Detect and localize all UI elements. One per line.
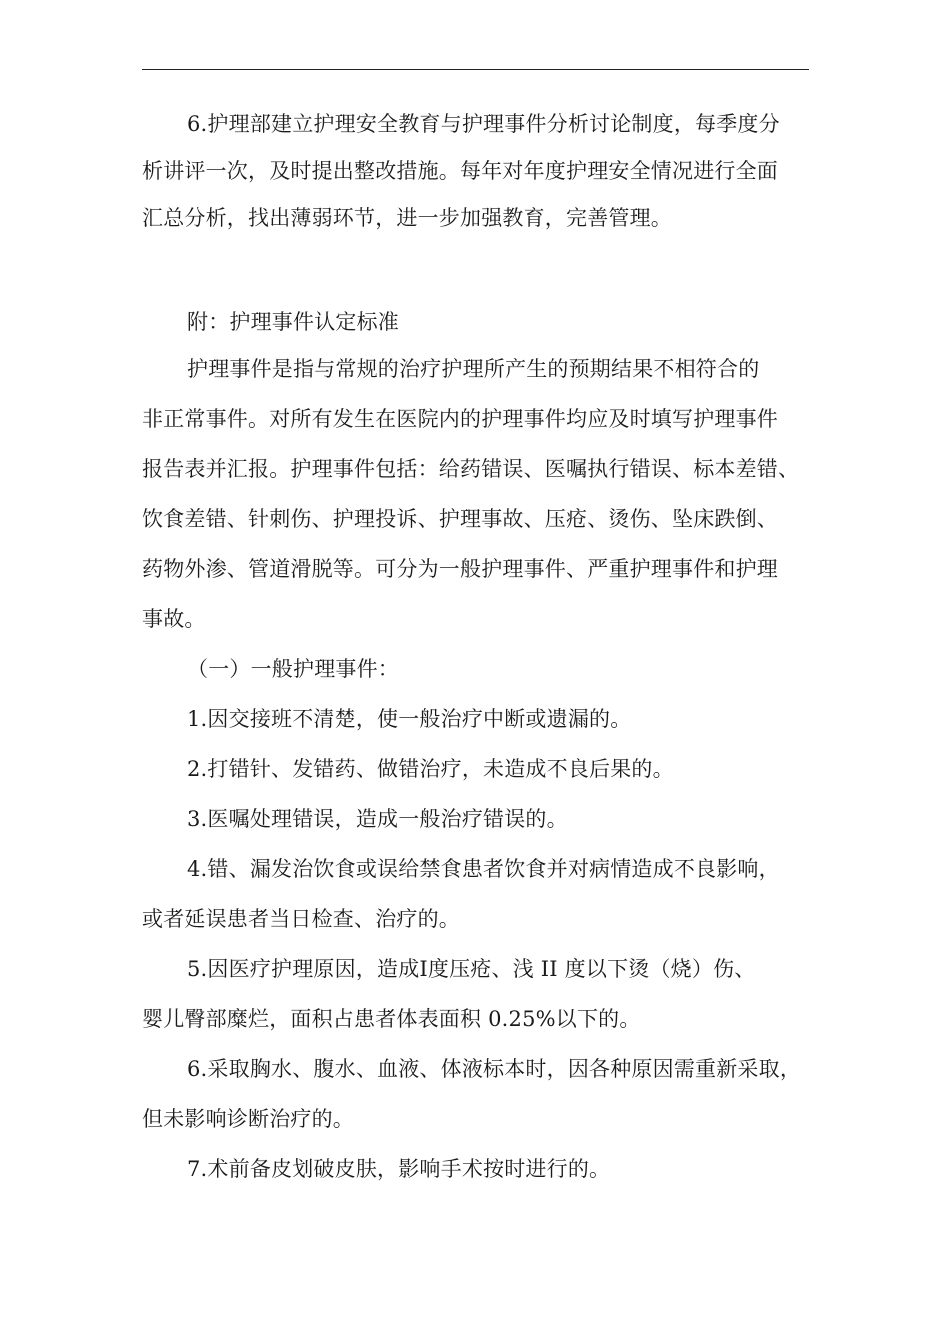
list-item-7: 7.术前备皮划破皮肤，影响手术按时进行的。 xyxy=(187,1157,611,1181)
list-item-5-line-1: 5.因医疗护理原因，造成Ⅰ度压疮、浅 II 度以下烫（烧）伤、 xyxy=(187,957,756,981)
definition-line-2: 非正常事件。对所有发生在医院内的护理事件均应及时填写护理事件 xyxy=(142,407,778,431)
appendix-heading: 附：护理事件认定标准 xyxy=(187,310,399,334)
list-item-6-line-2: 但未影响诊断治疗的。 xyxy=(142,1107,354,1131)
list-item-4-line-1: 4.错、漏发治饮食或误给禁食患者饮食并对病情造成不良影响， xyxy=(187,857,780,881)
definition-line-1: 护理事件是指与常规的治疗护理所产生的预期结果不相符合的 xyxy=(187,357,760,381)
definition-line-6: 事故。 xyxy=(142,607,206,631)
paragraph-6-line-2: 析讲评一次，及时提出整改措施。每年对年度护理安全情况进行全面 xyxy=(142,159,778,183)
list-item-6-line-1: 6.采取胸水、腹水、血液、体液标本时，因各种原因需重新采取， xyxy=(187,1057,802,1081)
definition-line-5: 药物外渗、管道滑脱等。可分为一般护理事件、严重护理事件和护理 xyxy=(142,557,778,581)
paragraph-6-line-3: 汇总分析，找出薄弱环节，进一步加强教育，完善管理。 xyxy=(142,206,672,230)
list-item-1: 1.因交接班不清楚，使一般治疗中断或遗漏的。 xyxy=(187,707,632,731)
paragraph-6-line-1: 6.护理部建立护理安全教育与护理事件分析讨论制度，每季度分 xyxy=(187,112,780,136)
definition-line-3: 报告表并汇报。护理事件包括：给药错误、医嘱执行错误、标本差错、 xyxy=(142,457,800,481)
definition-line-4: 饮食差错、针刺伤、护理投诉、护理事故、压疮、烫伤、坠床跌倒、 xyxy=(142,507,778,531)
list-item-4-line-2: 或者延误患者当日检查、治疗的。 xyxy=(142,907,460,931)
section-heading-general: （一）一般护理事件： xyxy=(187,657,399,681)
list-item-3: 3.医嘱处理错误，造成一般治疗错误的。 xyxy=(187,807,568,831)
list-item-5-line-2: 婴儿臀部糜烂，面积占患者体表面积 0.25%以下的。 xyxy=(142,1007,641,1031)
header-rule xyxy=(142,69,809,70)
list-item-2: 2.打错针、发错药、做错治疗，未造成不良后果的。 xyxy=(187,757,674,781)
